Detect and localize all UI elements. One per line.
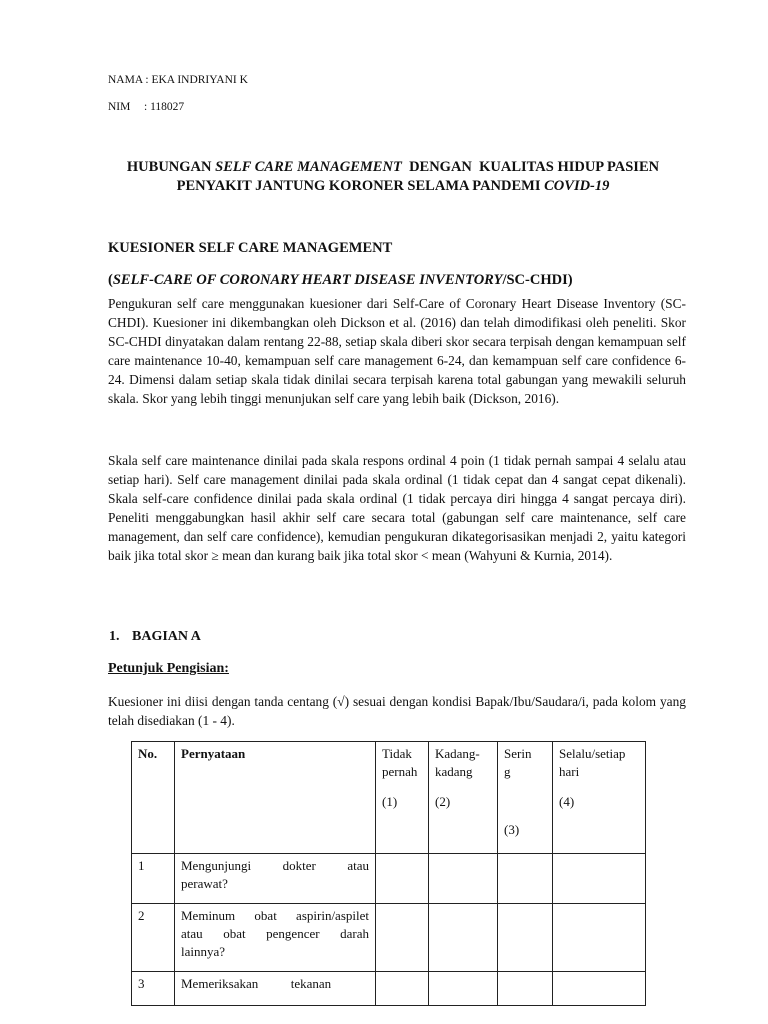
subheading-italic: SELF-CARE OF CORONARY HEART DISEASE INVENTORY (112, 272, 503, 288)
header-never (376, 742, 429, 854)
row-statement (175, 972, 376, 1006)
paragraph-description: Pengukuran self care menggunakan kuesioner dari Self-Care of Coronary Heart Disease Inventory (SC-CHDI). Kuesioner ini dikembangkan oleh Dickson et al. (2016) dan telah dimodifikasi oleh peneliti. Skor SC-CHDI dinyatakan dalam rentang 22-88, setiap skala diberi skor secara terpisah dengan kemampuan self care maintenance 10-40, kemampuan self care management 6-24, dan kemampuan self care confidence 6-24. Dimensi dalam setiap skala tidak dinilai secara terpisah karena total gabungan yang mewakili seluruh skala. Skor yang lebih tinggi menunjukan self care yang lebih baik (Dickson, 2016). (108, 296, 686, 406)
bagian-label: BAGIAN A (132, 629, 201, 644)
answer-cell-1[interactable] (376, 854, 429, 904)
questionnaire-table (131, 741, 646, 1006)
nim-value: : 118027 (144, 101, 185, 113)
answer-cell-4[interactable] (553, 972, 646, 1006)
header-sometimes-num: (2) (435, 794, 451, 809)
header-statement: Pernyataan (175, 742, 376, 854)
answer-cell-2[interactable] (429, 854, 498, 904)
student-name (108, 74, 248, 86)
document-title (100, 158, 686, 196)
title-part: HUBUNGAN (126, 159, 216, 175)
nim-label: NIM (108, 101, 131, 113)
title-line-2 (100, 177, 686, 196)
row-statement (175, 854, 376, 904)
header-sometimes (429, 742, 498, 854)
row-statement-line: perawat? (181, 876, 228, 891)
paragraph-instructions: Kuesioner ini diisi dengan tanda centang (√) sesuai dengan kondisi Bapak/Ibu/Saudara/i, pada kolom yang telah disediakan (1 - 4). (108, 694, 686, 728)
title-part: DENGAN KUALITAS HIDUP PASIEN (401, 159, 660, 175)
student-name-text: NAMA : EKA INDRIYANI K (108, 74, 248, 86)
subheading-rest: /SC-CHDI) (502, 272, 573, 288)
header-sometimes-line1: Kadang- (435, 746, 480, 761)
row-statement (175, 904, 376, 972)
title-italic-part: COVID-19 (544, 178, 610, 194)
header-never-line1: Tidak (382, 746, 412, 761)
student-nim (108, 101, 184, 113)
row-number: 1 (132, 854, 175, 904)
answer-cell-2[interactable] (429, 972, 498, 1006)
bagian-heading (109, 629, 201, 645)
header-often (498, 742, 553, 854)
row-statement-line: Meminum obat aspirin/aspilet (181, 908, 369, 923)
table-row (132, 972, 646, 1006)
answer-cell-4[interactable] (553, 904, 646, 972)
row-statement-line: Mengunjungi dokter atau (181, 858, 369, 873)
header-always-num: (4) (559, 794, 575, 809)
subheading-open: ( (108, 272, 113, 288)
answer-cell-3[interactable] (498, 854, 553, 904)
header-often-line2: g (504, 764, 511, 779)
table-row (132, 904, 646, 972)
header-always-line1: Selalu/setiap (559, 746, 626, 761)
answer-cell-2[interactable] (429, 904, 498, 972)
bagian-number: 1. (109, 629, 120, 644)
title-italic-part: SELF CARE MANAGEMENT (215, 159, 402, 175)
title-part: PENYAKIT JANTUNG KORONER SELAMA PANDEMI (176, 178, 545, 194)
header-no: No. (132, 742, 175, 854)
answer-cell-1[interactable] (376, 972, 429, 1006)
section-heading: KUESIONER SELF CARE MANAGEMENT (108, 240, 393, 256)
section-subheading (108, 272, 573, 289)
header-always-line2: hari (559, 764, 580, 779)
header-often-line1: Serin (504, 746, 532, 761)
table-row (132, 854, 646, 904)
header-never-line2: pernah (382, 764, 418, 779)
header-never-num: (1) (382, 794, 398, 809)
header-always (553, 742, 646, 854)
answer-cell-1[interactable] (376, 904, 429, 972)
header-sometimes-line2: kadang (435, 764, 473, 779)
row-statement-line: atau obat pengencer darah (181, 926, 369, 941)
title-line-1 (100, 158, 686, 177)
row-number: 3 (132, 972, 175, 1006)
row-statement-line: Memeriksakan tekanan (181, 976, 332, 991)
answer-cell-3[interactable] (498, 972, 553, 1006)
row-statement-line: lainnya? (181, 944, 226, 959)
header-often-num: (3) (504, 822, 520, 837)
instructions-heading: Petunjuk Pengisian: (108, 661, 229, 676)
paragraph-scoring: Skala self care maintenance dinilai pada skala respons ordinal 4 poin (1 tidak pernah sampai 4 selalu atau setiap hari). Self care management dinilai pada skala ordinal (1 tidak cepat dan 4 sangat cepat dikenali). Skala self-care confidence dinilai pada skala ordinal (1 tidak percaya diri hingga 4 sangat percaya diri). Peneliti menggabungkan hasil akhir self care secara total (gabungan self care maintenance, self care management, dan self care confidence), kemudian pengukuran dikategorisasikan menjadi 2, yaitu kategori baik jika total skor ≥ mean dan kurang baik jika total skor < mean (Wahyuni & Kurnia, 2014). (108, 453, 686, 563)
table-header-row (132, 742, 646, 854)
answer-cell-4[interactable] (553, 854, 646, 904)
answer-cell-3[interactable] (498, 904, 553, 972)
row-number: 2 (132, 904, 175, 972)
